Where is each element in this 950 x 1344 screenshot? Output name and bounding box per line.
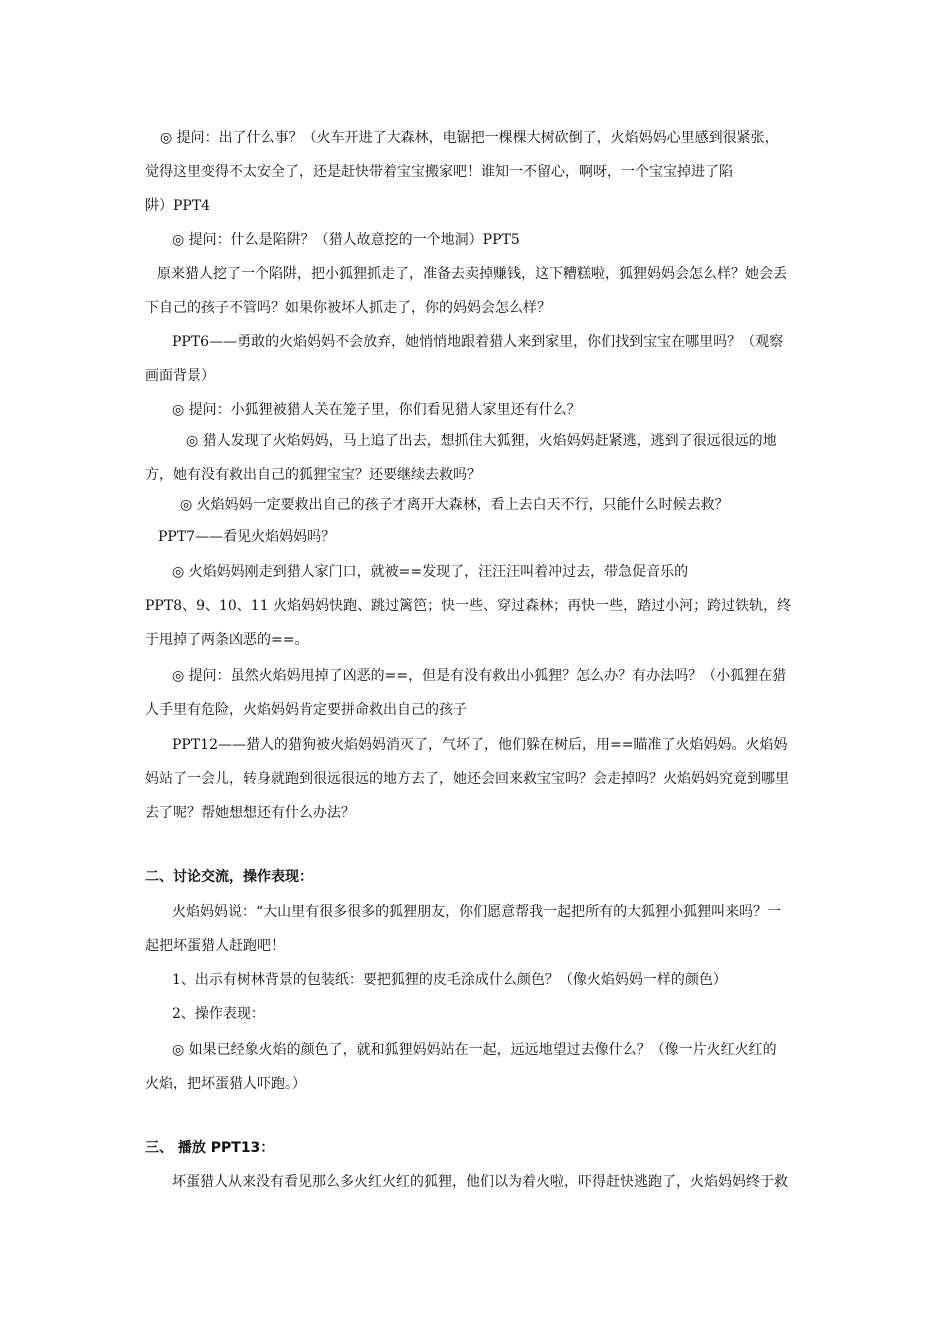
text-line: 人手里有危险，火焰妈妈肯定要拼命救出自己的孩子 — [145, 702, 467, 718]
text-line: ◎ 提问：什么是陷阱？（猎人故意挖的一个地洞）PPT5 — [172, 232, 520, 248]
text-line: 觉得这里变得不太安全了，还是赶快带着宝宝搬家吧！谁知一不留心，啊呀，一个宝宝掉进了陷 — [145, 164, 733, 180]
text-line: PPT8、9、10、11 火焰妈妈快跑、跳过篱笆；快一些、穿过森林；再快一些，踏过小河；跨过铁轨，终 — [145, 598, 792, 614]
text-line: 1、出示有树林背景的包装纸：要把狐狸的皮毛涂成什么颜色？（像火焰妈妈一样的颜色） — [172, 972, 727, 988]
text-line: PPT12——猎人的猎狗被火焰妈妈消灭了，气坏了，他们躲在树后，用==瞄准了火焰妈妈。火焰妈 — [172, 737, 788, 753]
section-heading: 三、 播放 PPT13： — [145, 1140, 275, 1156]
text-line: 火焰，把坏蛋猎人吓跑。） — [145, 1076, 306, 1092]
text-line: 下自己的孩子不管吗？如果你被坏人抓走了，你的妈妈会怎么样？ — [145, 300, 551, 316]
text-line: 阱）PPT4 — [145, 198, 211, 214]
text-line: ◎ 火焰妈妈刚走到猎人家门口，就被==发现了，汪汪汪叫着冲过去，带急促音乐的 — [172, 564, 689, 580]
text-line: ◎ 提问：小狐狸被猎人关在笼子里，你们看见猎人家里还有什么？ — [172, 402, 581, 418]
text-line: ◎ 火焰妈妈一定要救出自己的孩子才离开大森林，看上去白天不行，只能什么时候去救？ — [180, 497, 729, 513]
text-line: 于甩掉了两条凶恶的==。 — [145, 632, 309, 648]
text-line: PPT7——看见火焰妈妈吗？ — [158, 529, 336, 545]
text-line: 画面背景） — [145, 368, 215, 384]
text-line: 原来猎人挖了一个陷阱，把小狐狸抓走了，准备去卖掉赚钱，这下糟糕啦，狐狸妈妈会怎么样？她会丢 — [157, 266, 787, 282]
section-heading: 二、讨论交流，操作表现： — [145, 869, 313, 885]
text-line: 方，她有没有救出自己的狐狸宝宝？还要继续去救吗？ — [145, 467, 481, 483]
text-line: 去了呢？帮她想想还有什么办法？ — [145, 805, 355, 821]
text-line: 妈站了一会儿，转身就跑到很远很远的地方去了，她还会回来救宝宝吗？会走掉吗？火焰妈妈究竟到哪里 — [145, 771, 789, 787]
text-line: 坏蛋猎人从来没有看见那么多火红火红的狐狸，他们以为着火啦，吓得赶快逃跑了，火焰妈妈终于救 — [172, 1174, 788, 1190]
text-line: 起把坏蛋猎人赶跑吧！ — [145, 938, 285, 954]
text-line: ◎ 提问：出了什么事？（火车开进了大森林，电锯把一棵棵大树砍倒了，火焰妈妈心里感到很紧张， — [160, 130, 779, 146]
text-line: PPT6——勇敢的火焰妈妈不会放弃，她悄悄地跟着猎人来到家里，你们找到宝宝在哪里吗？（观察 — [172, 334, 784, 350]
text-line: 火焰妈妈说：“大山里有很多很多的狐狸朋友，你们愿意帮我一起把所有的大狐狸小狐狸叫来吗？一 — [172, 904, 782, 920]
text-line: 2、操作表现： — [172, 1006, 265, 1022]
text-line: ◎ 如果已经象火焰的颜色了，就和狐狸妈妈站在一起，远远地望过去像什么？（像一片火红火红的 — [172, 1042, 777, 1058]
text-line: ◎ 猎人发现了火焰妈妈，马上追了出去，想抓住大狐狸，火焰妈妈赶紧逃，逃到了很远很远的地 — [186, 433, 777, 449]
text-line: ◎ 提问：虽然火焰妈甩掉了凶恶的==，但是有没有救出小狐狸？怎么办？有办法吗？（小狐狸在猎 — [172, 668, 787, 684]
